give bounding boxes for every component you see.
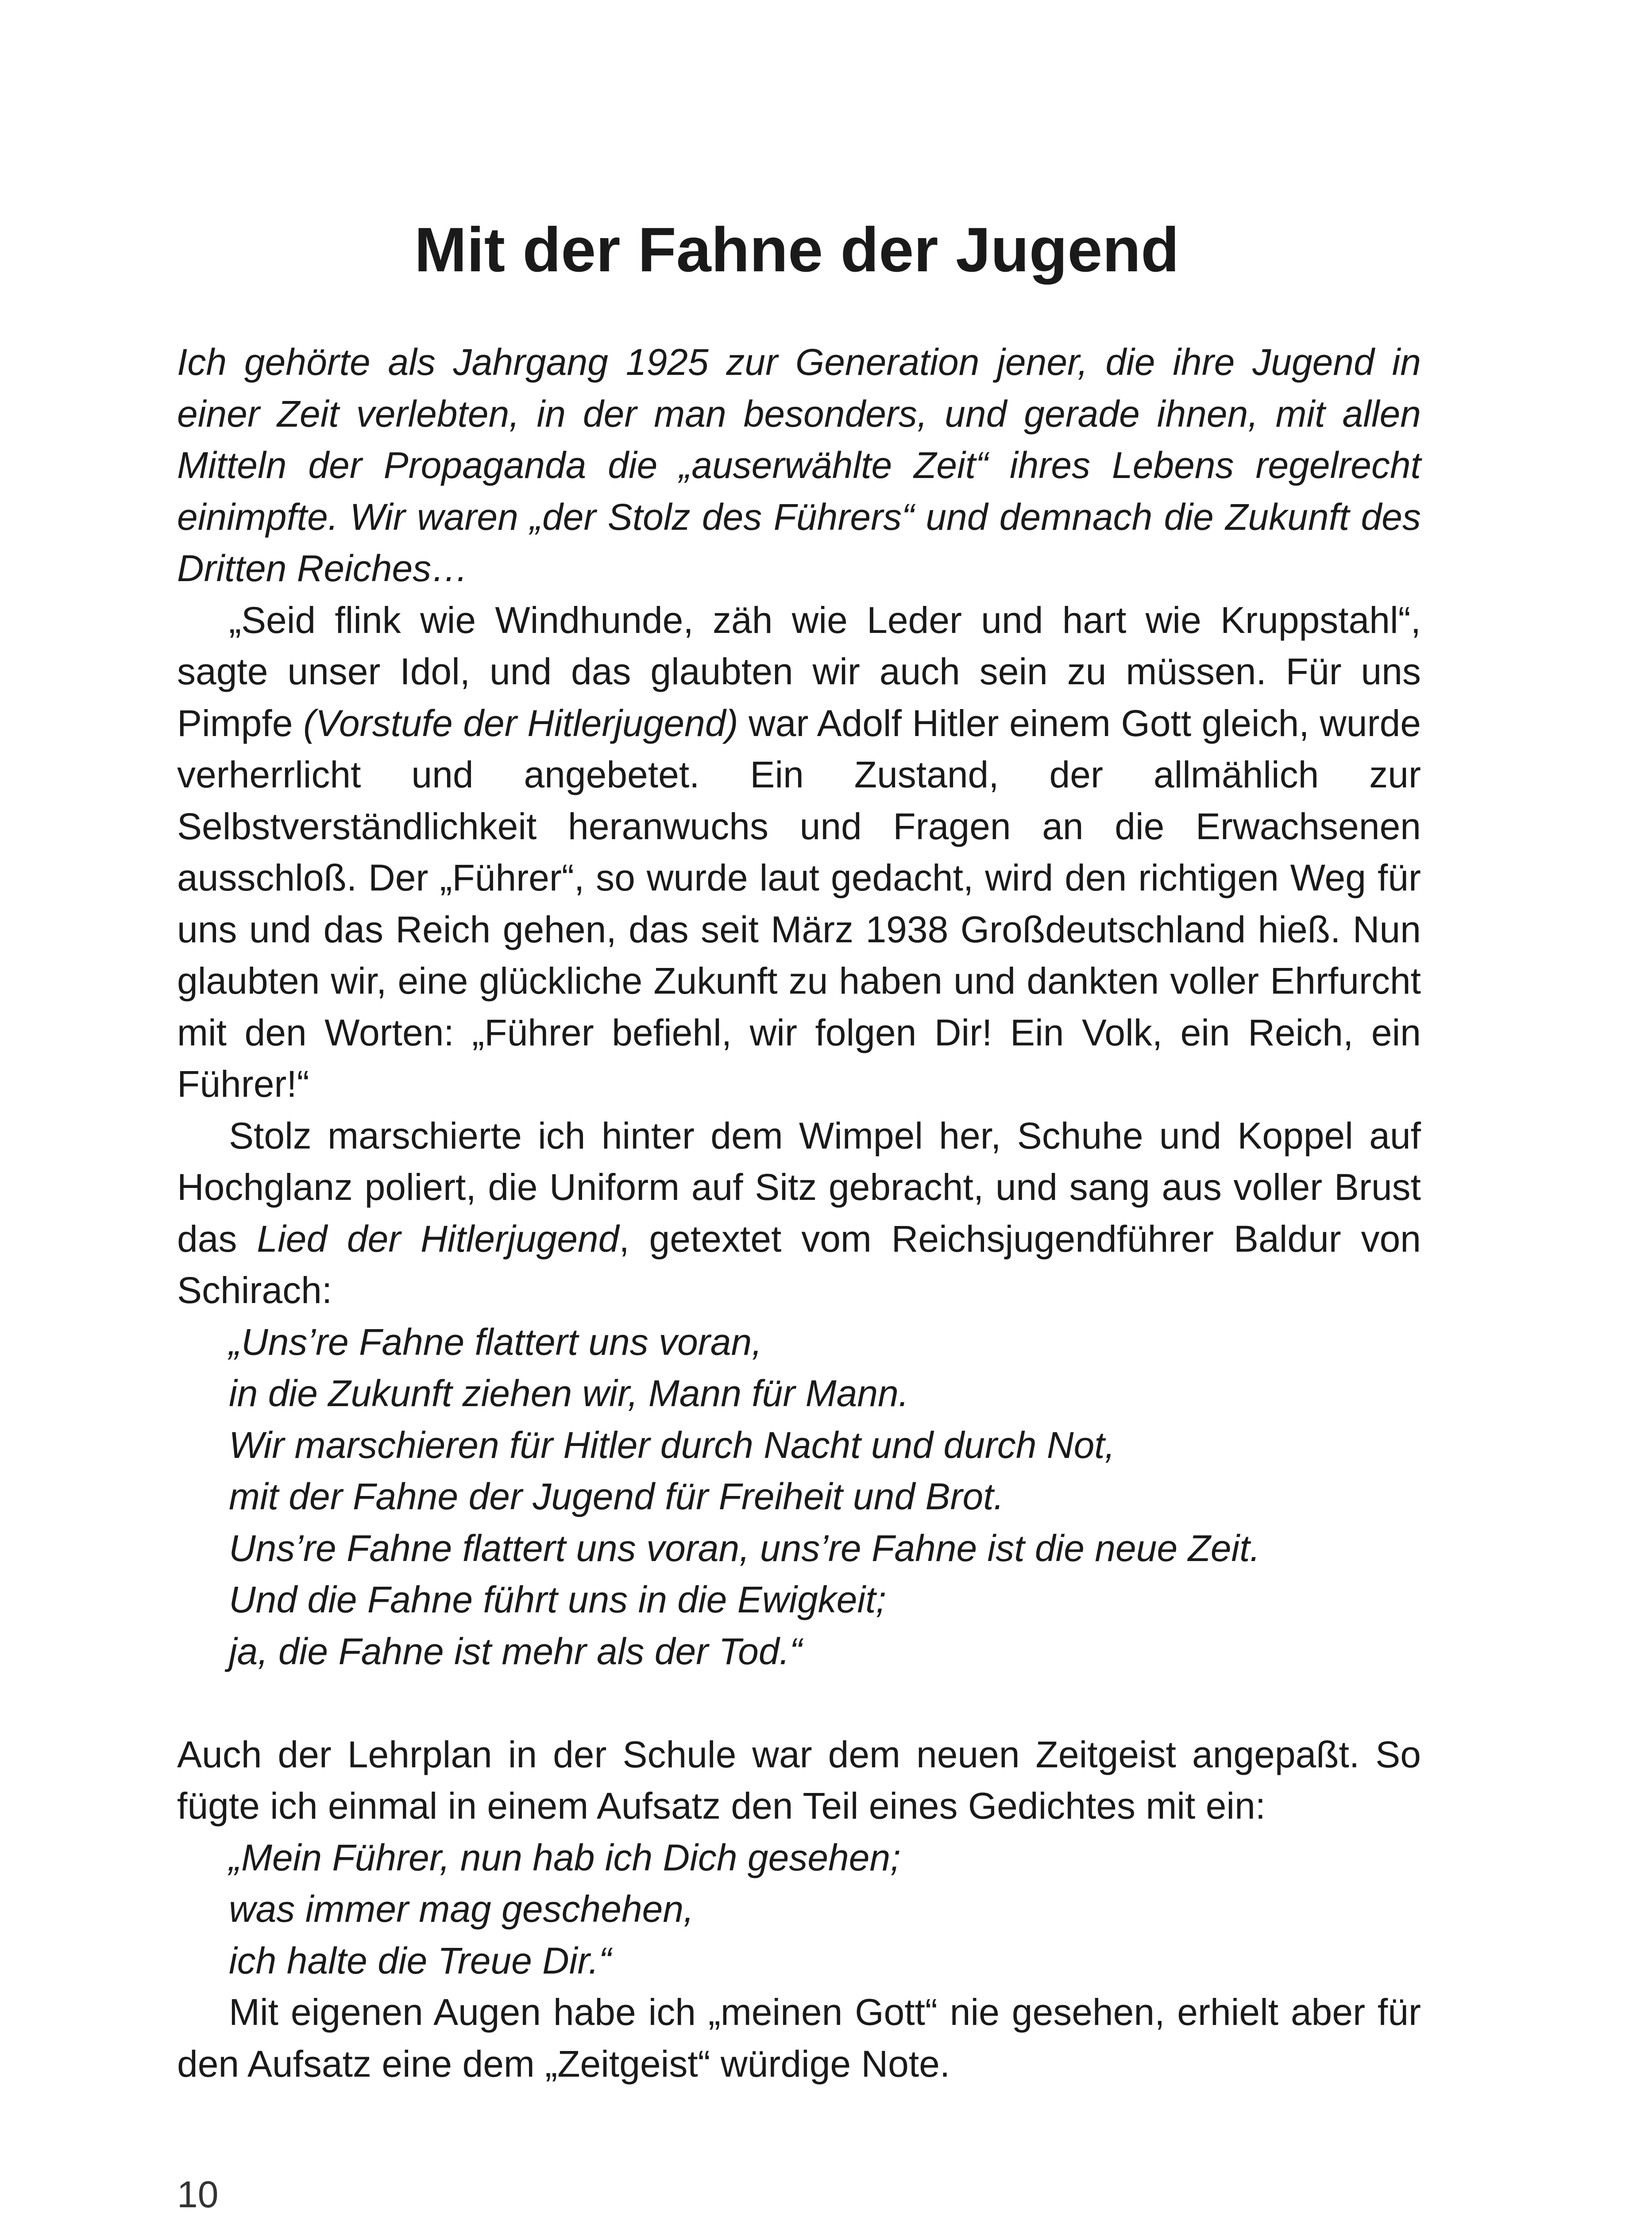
paragraph-1-text-a: „Seid flink wie Windhunde, zäh wie Leder und hart wie Kruppstahl“, sagte unser Idol, und das glaubten wir auch sein zu müssen. Für uns Pimpfe — [177, 599, 1421, 744]
chapter-body — [177, 336, 1421, 2090]
song-line: Uns’re Fahne flattert uns voran, uns’re Fahne ist die neue Zeit. — [229, 1527, 1260, 1569]
poem-line: „Mein Führer, nun hab ich Dich gesehen; — [229, 1836, 901, 1878]
song-line: Wir marschieren für Hitler durch Nacht und durch Not, — [229, 1424, 1115, 1466]
chapter-title: Mit der Fahne der Jugend — [414, 215, 1179, 285]
blank-line — [177, 1677, 1421, 1729]
paragraph-1-italic: (Vorstufe der Hitlerjugend) — [303, 702, 738, 744]
paragraph-2-text-a: Stolz marschierte ich hinter dem Wimpel her, Schuhe und Koppel auf Hochglanz poliert, die Uniform auf Sitz gebracht, und sang aus voller Brust das — [177, 1114, 1421, 1260]
song-line: mit der Fahne der Jugend für Freiheit und Brot. — [229, 1476, 1004, 1517]
paragraph-2-text-b: , getextet vom Reichsjugendführer Baldur von Schirach: — [177, 1218, 1421, 1311]
song-line: ja, die Fahne ist mehr als der Tod.“ — [229, 1630, 802, 1672]
song-verse — [177, 1316, 1421, 1677]
paragraph-1-text-b: war Adolf Hitler einem Gott gleich, wurde verherrlicht und angebetet. Ein Zustand, der allmählich zur Selbstverständlichkeit heranwuchs und Fragen an die Erwachsenen ausschloß. Der „Führer“, so wurde laut gedacht, wird den richtigen Weg für uns und das Reich gehen, das seit März 1938 Großdeutschland hieß. Nun glaubten wir, eine glückliche Zukunft zu haben und dankten voller Ehrfurcht mit den Worten: „Führer befiehl, wir folgen Dir! Ein Volk, ein Reich, ein Führer!“ — [177, 702, 1421, 1105]
poem-line: ich halte die Treue Dir.“ — [229, 1939, 611, 1982]
poem-line: was immer mag geschehen, — [229, 1888, 694, 1930]
poem-verse — [177, 1832, 1421, 1987]
paragraph-4: Mit eigenen Augen habe ich „meinen Gott“ nie gesehen, erhielt aber für den Aufsatz eine dem „Zeitgeist“ würdige Note. — [177, 1991, 1421, 2085]
paragraph-1 — [177, 594, 1421, 1110]
song-line: „Uns’re Fahne flattert uns voran, — [229, 1321, 762, 1363]
song-line: Und die Fahne führt uns in die Ewigkeit; — [229, 1579, 886, 1620]
paragraph-3: Auch der Lehrplan in der Schule war dem neuen Zeitgeist angepaßt. So fügte ich einmal in einem Aufsatz den Teil eines Gedichtes mit ein: — [177, 1733, 1421, 1827]
paragraph-2 — [177, 1110, 1421, 1316]
page-number: 10 — [177, 2174, 219, 2213]
intro-paragraph: Ich gehörte als Jahrgang 1925 zur Generation jener, die ihre Jugend in einer Zeit verlebten, in der man besonders, und gerade ihnen, mit allen Mitteln der Propaganda die „auserwählte Zeit“ ihres Lebens regelrecht einimpfte. Wir waren „der Stolz des Führers“ und demnach die Zukunft des Dritten Reiches… — [177, 341, 1421, 589]
song-line: in die Zukunft ziehen wir, Mann für Mann. — [229, 1373, 909, 1414]
paragraph-2-italic: Lied der Hitlerjugend — [257, 1218, 619, 1260]
